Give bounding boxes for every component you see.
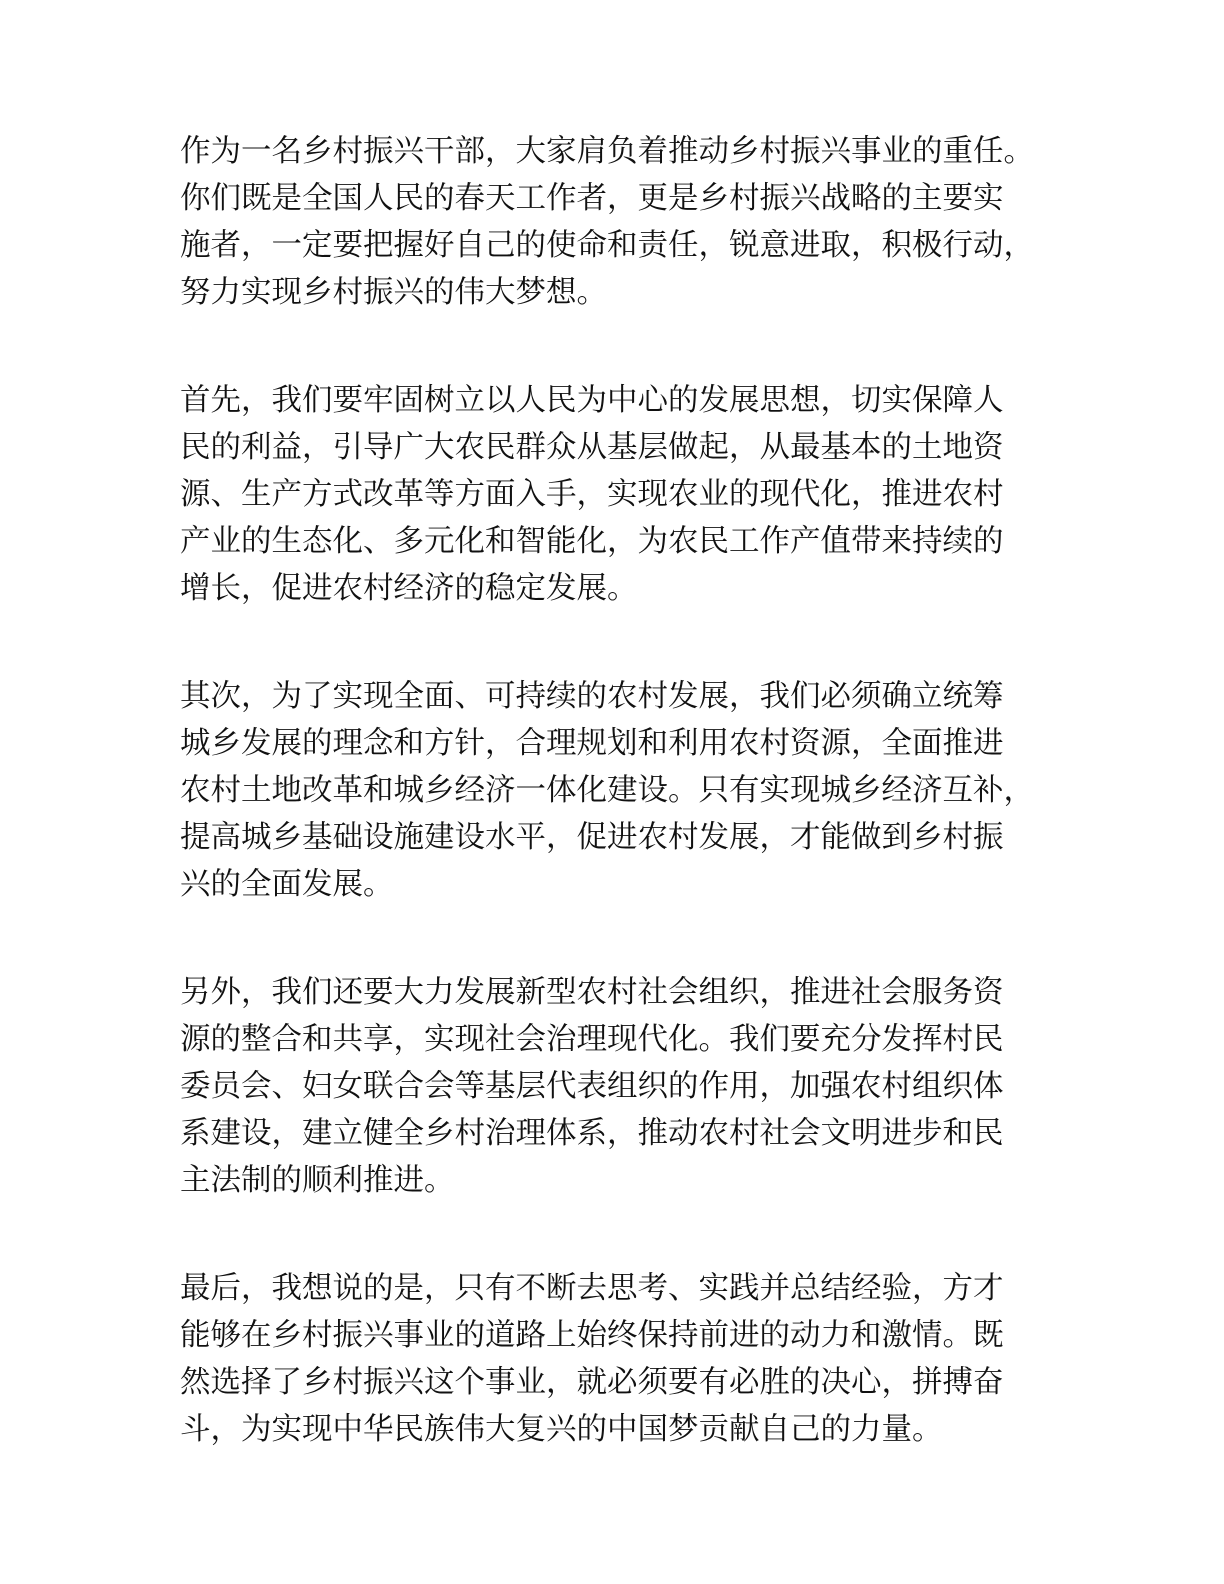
text-line: 民的利益，引导广大农民群众从基层做起，从最基本的土地资: [180, 430, 1004, 465]
text-line: 你们既是全国人民的春天工作者，更是乡村振兴战略的主要实: [180, 181, 1004, 216]
paragraph-3: [180, 673, 1060, 908]
text-line: 作为一名乡村振兴干部，大家肩负着推动乡村振兴事业的重任。: [180, 134, 1034, 169]
text-line: 努力实现乡村振兴的伟大梦想。: [180, 275, 607, 310]
text-line: 增长，促进农村经济的稳定发展。: [180, 571, 638, 606]
text-line: 兴的全面发展。: [180, 867, 394, 902]
text-line: 委员会、妇女联合会等基层代表组织的作用，加强农村组织体: [180, 1069, 1004, 1104]
paragraph-1: [180, 128, 1060, 316]
paragraph-4: [180, 969, 1060, 1204]
text-line: 最后，我想说的是，只有不断去思考、实践并总结经验，方才: [180, 1271, 1004, 1306]
text-line: 施者，一定要把握好自己的使命和责任，锐意进取，积极行动，: [180, 228, 1034, 263]
text-line: 首先，我们要牢固树立以人民为中心的发展思想，切实保障人: [180, 383, 1004, 418]
text-line: 提高城乡基础设施建设水平，促进农村发展，才能做到乡村振: [180, 820, 1004, 855]
text-line: 产业的生态化、多元化和智能化，为农民工作产值带来持续的: [180, 524, 1004, 559]
paragraph-2: [180, 377, 1060, 612]
text-line: 城乡发展的理念和方针，合理规划和利用农村资源，全面推进: [180, 726, 1004, 761]
paragraph-5: [180, 1265, 1060, 1453]
text-line: 能够在乡村振兴事业的道路上始终保持前进的动力和激情。既: [180, 1318, 1004, 1353]
text-line: 然选择了乡村振兴这个事业，就必须要有必胜的决心，拼搏奋: [180, 1365, 1004, 1400]
text-line: 主法制的顺利推进。: [180, 1163, 455, 1198]
text-line: 农村土地改革和城乡经济一体化建设。只有实现城乡经济互补，: [180, 773, 1034, 808]
text-line: 其次，为了实现全面、可持续的农村发展，我们必须确立统筹: [180, 679, 1004, 714]
document-body: [180, 128, 1060, 1514]
text-line: 源的整合和共享，实现社会治理现代化。我们要充分发挥村民: [180, 1022, 1004, 1057]
text-line: 系建设，建立健全乡村治理体系，推动农村社会文明进步和民: [180, 1116, 1004, 1151]
text-line: 另外，我们还要大力发展新型农村社会组织，推进社会服务资: [180, 975, 1004, 1010]
text-line: 源、生产方式改革等方面入手，实现农业的现代化，推进农村: [180, 477, 1004, 512]
text-line: 斗，为实现中华民族伟大复兴的中国梦贡献自己的力量。: [180, 1412, 943, 1447]
